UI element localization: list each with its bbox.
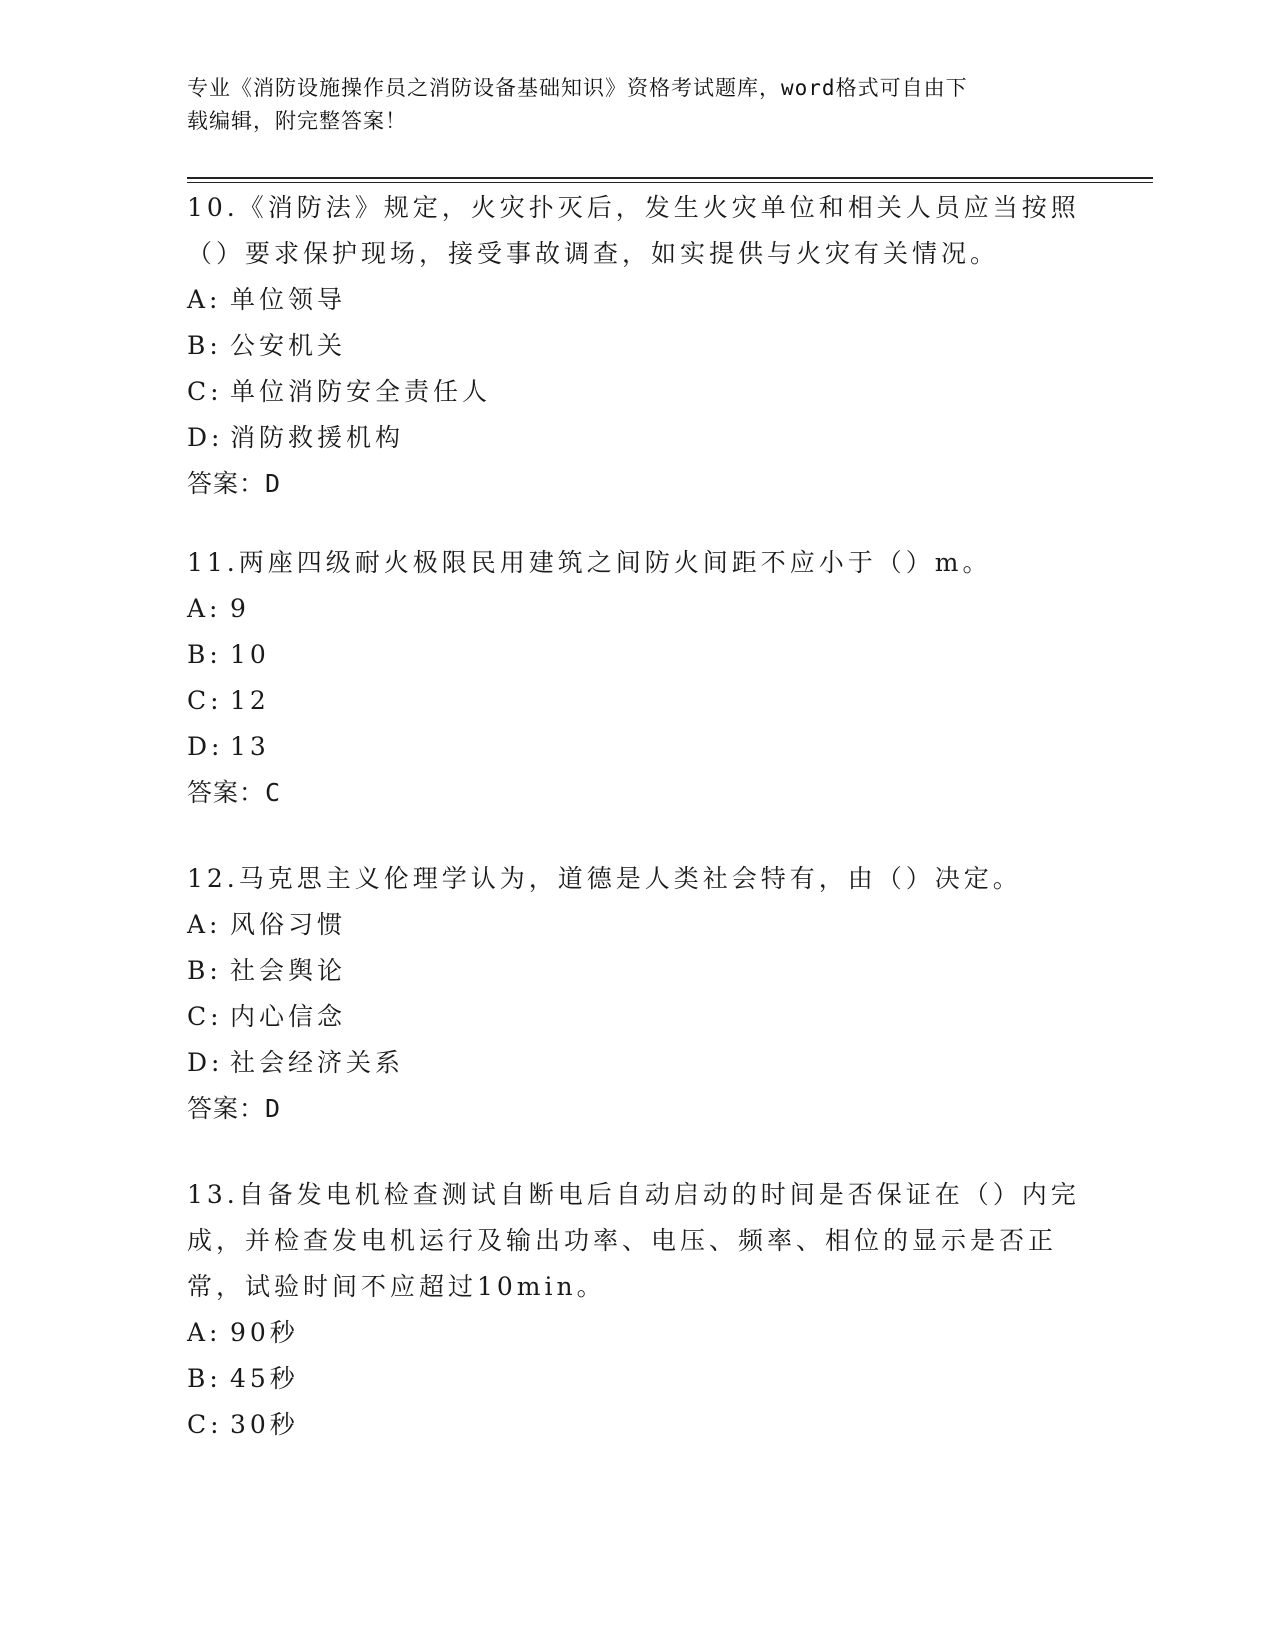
question-10: [187, 185, 1087, 507]
option-text: 10: [230, 640, 270, 669]
header-divider-thin: [187, 182, 1153, 183]
option-text: 90秒: [230, 1318, 299, 1347]
option-a: [187, 902, 1087, 948]
question-13: [187, 1172, 1087, 1448]
option-key: A:: [187, 594, 222, 623]
option-text: 9: [230, 594, 250, 623]
option-key: D:: [187, 732, 224, 761]
question-text-line: 10.《消防法》规定，火灾扑灭后，发生火灾单位和相关人员应当按照: [187, 193, 1080, 222]
question-11: [187, 540, 1087, 816]
option-b: [187, 632, 1087, 678]
answer-line: 答案：D: [187, 1094, 282, 1123]
option-text: 内心信念: [230, 1002, 347, 1031]
document-header: [187, 72, 1067, 138]
option-text: 13: [230, 732, 270, 761]
option-text: 45秒: [230, 1364, 299, 1393]
option-b: [187, 948, 1087, 994]
option-a: [187, 277, 1087, 323]
option-key: B:: [187, 331, 222, 360]
option-key: D:: [187, 1048, 224, 1077]
option-key: B:: [187, 1364, 222, 1393]
option-text: 社会经济关系: [230, 1048, 405, 1077]
option-text: 消防救援机构: [230, 423, 405, 452]
option-key: A:: [187, 1318, 222, 1347]
header-line-2: 载编辑，附完整答案！: [187, 109, 407, 133]
option-key: D:: [187, 423, 224, 452]
header-divider-thick: [187, 177, 1153, 179]
option-text: 社会舆论: [230, 956, 347, 985]
option-text: 风俗习惯: [230, 910, 347, 939]
question-text-line: 常，试验时间不应超过10min。: [187, 1272, 606, 1301]
question-text-line: 11.两座四级耐火极限民用建筑之间防火间距不应小于（）m。: [187, 548, 992, 577]
option-b: [187, 323, 1087, 369]
option-a: [187, 586, 1087, 632]
option-c: [187, 994, 1087, 1040]
option-text: 单位领导: [230, 285, 347, 314]
option-d: [187, 724, 1087, 770]
question-text-line: 13.自备发电机检查测试自断电后自动启动的时间是否保证在（）内完: [187, 1180, 1080, 1209]
answer-line: 答案：C: [187, 778, 282, 807]
option-text: 单位消防安全责任人: [230, 377, 492, 406]
question-text-line: （）要求保护现场，接受事故调查，如实提供与火灾有关情况。: [187, 239, 1000, 268]
option-d: [187, 1040, 1087, 1086]
option-key: B:: [187, 956, 222, 985]
option-d: [187, 415, 1087, 461]
question-text-line: 成，并检查发电机运行及输出功率、电压、频率、相位的显示是否正: [187, 1226, 1058, 1255]
option-text: 30秒: [230, 1410, 299, 1439]
option-a: [187, 1310, 1087, 1356]
answer-line: 答案：D: [187, 469, 282, 498]
option-key: C:: [187, 1002, 223, 1031]
option-c: [187, 369, 1087, 415]
option-key: A:: [187, 285, 222, 314]
header-line-1: 专业《消防设施操作员之消防设备基础知识》资格考试题库，word格式可自由下: [187, 76, 968, 100]
option-c: [187, 678, 1087, 724]
option-key: C:: [187, 686, 223, 715]
option-key: C:: [187, 377, 223, 406]
option-key: C:: [187, 1410, 223, 1439]
option-b: [187, 1356, 1087, 1402]
option-text: 12: [230, 686, 270, 715]
option-key: B:: [187, 640, 222, 669]
option-c: [187, 1402, 1087, 1448]
question-12: [187, 856, 1087, 1132]
option-key: A:: [187, 910, 222, 939]
option-text: 公安机关: [230, 331, 347, 360]
question-text-line: 12.马克思主义伦理学认为，道德是人类社会特有，由（）决定。: [187, 864, 1022, 893]
